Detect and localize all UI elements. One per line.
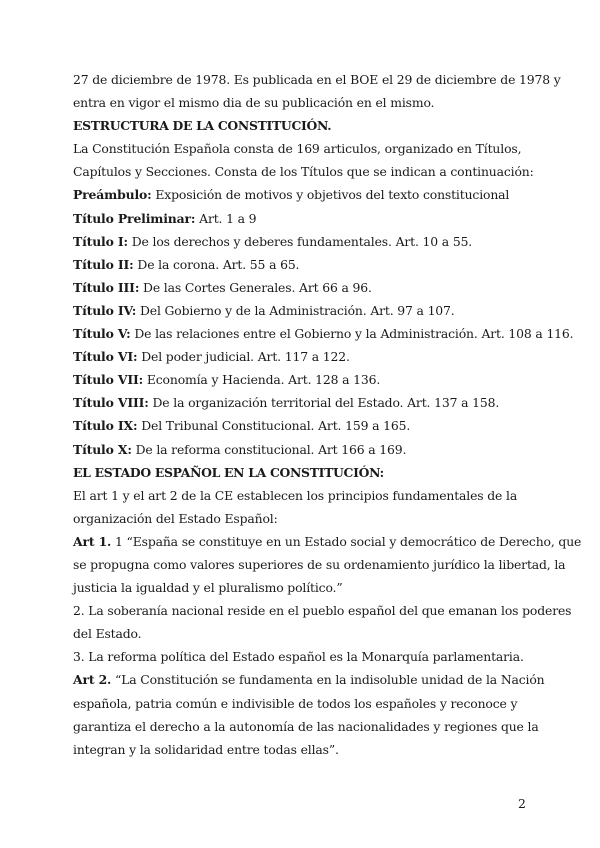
line-label: Preámbulo: (73, 187, 152, 203)
labeled-line (73, 276, 533, 299)
line-label: Título VII: (73, 372, 144, 388)
text-line: española, patria común e indivisible de todos los españoles y reconoce y (73, 695, 518, 711)
labeled-line (73, 253, 533, 276)
text-line: garantiza el derecho a la autonomía de las nacionalidades y regiones que la (73, 718, 539, 734)
labeled-line (73, 368, 533, 391)
line-text: De los derechos y deberes fundamentales. Art. 10 a 55. (127, 233, 473, 249)
line-label: Título Preliminar: (73, 210, 196, 226)
labeled-line (73, 230, 533, 253)
text-line: justicia la igualdad y el pluralismo político.” (73, 580, 343, 596)
line-label: Título X: (73, 441, 132, 457)
line-label: Art 1. (73, 533, 112, 549)
line-text: De las Cortes Generales. Art 66 a 96. (139, 279, 372, 295)
line-label: Título VIII: (73, 395, 149, 411)
text-line: del Estado. (73, 626, 142, 642)
text-line: 2. La soberanía nacional reside en el pueblo español del que emanan los poderes (73, 603, 572, 619)
line-text: “La Constitución se fundamenta en la indisoluble unidad de la Nación (111, 672, 545, 688)
line-text: De la corona. Art. 55 a 65. (133, 256, 300, 272)
labeled-line (73, 207, 533, 230)
labeled-line (73, 530, 582, 553)
text-line: integran y la solidaridad entre todas ellas”. (73, 741, 339, 757)
section-heading: EL ESTADO ESPAÑOL EN LA CONSTITUCIÓN: (73, 464, 384, 480)
line-label: Título VI: (73, 349, 138, 365)
labeled-line (73, 299, 533, 322)
line-label: Título III: (73, 279, 140, 295)
line-text: De las relaciones entre el Gobierno y la Administración. Art. 108 a 116. (130, 326, 574, 342)
line-label: Título II: (73, 256, 134, 272)
section-heading: ESTRUCTURA DE LA CONSTITUCIÓN. (73, 118, 332, 134)
line-label: Art 2. (73, 672, 112, 688)
text-line: 3. La reforma política del Estado español es la Monarquía parlamentaria. (73, 649, 524, 665)
text-line: El art 1 y el art 2 de la CE establecen los principios fundamentales de la (73, 487, 518, 503)
labeled-line (73, 322, 574, 345)
line-text: Del Tribunal Constitucional. Art. 159 a 165. (137, 418, 411, 434)
text-line: se propugna como valores superiores de su ordenamiento jurídico la libertad, la (73, 556, 566, 572)
text-line: 27 de diciembre de 1978. Es publicada en el BOE el 29 de diciembre de 1978 y (73, 72, 561, 87)
labeled-line (73, 438, 533, 461)
text-line: entra en vigor el mismo dia de su publicación en el mismo. (73, 95, 435, 111)
labeled-line (73, 345, 533, 368)
labeled-line (73, 414, 533, 437)
text-line: organización del Estado Español: (73, 510, 278, 526)
line-label: Título IX: (73, 418, 138, 434)
labeled-line (73, 668, 545, 691)
labeled-line (73, 391, 533, 414)
line-text: Economía y Hacienda. Art. 128 a 136. (143, 372, 381, 388)
line-label: Título IV: (73, 302, 137, 318)
line-text: De la reforma constitucional. Art 166 a 169. (131, 441, 407, 457)
line-text: Del poder judicial. Art. 117 a 122. (137, 349, 350, 365)
labeled-line (73, 183, 533, 206)
line-text: Art. 1 a 9 (195, 210, 257, 226)
document-body (73, 68, 582, 761)
text-line: Capítulos y Secciones. Consta de los Títulos que se indican a continuación: (73, 164, 534, 180)
line-label: Título V: (73, 326, 131, 342)
page-number: 2 (518, 796, 526, 811)
line-text: 1 “España se constituye en un Estado social y democrático de Derecho, que (111, 533, 582, 549)
line-text: Exposición de motivos y objetivos del texto constitucional (151, 187, 510, 203)
line-text: De la organización territorial del Estado. Art. 137 a 158. (148, 395, 500, 411)
line-text: Del Gobierno y de la Administración. Art. 97 a 107. (136, 302, 455, 318)
line-label: Título I: (73, 233, 128, 249)
text-line: La Constitución Española consta de 169 articulos, organizado en Títulos, (73, 141, 522, 157)
